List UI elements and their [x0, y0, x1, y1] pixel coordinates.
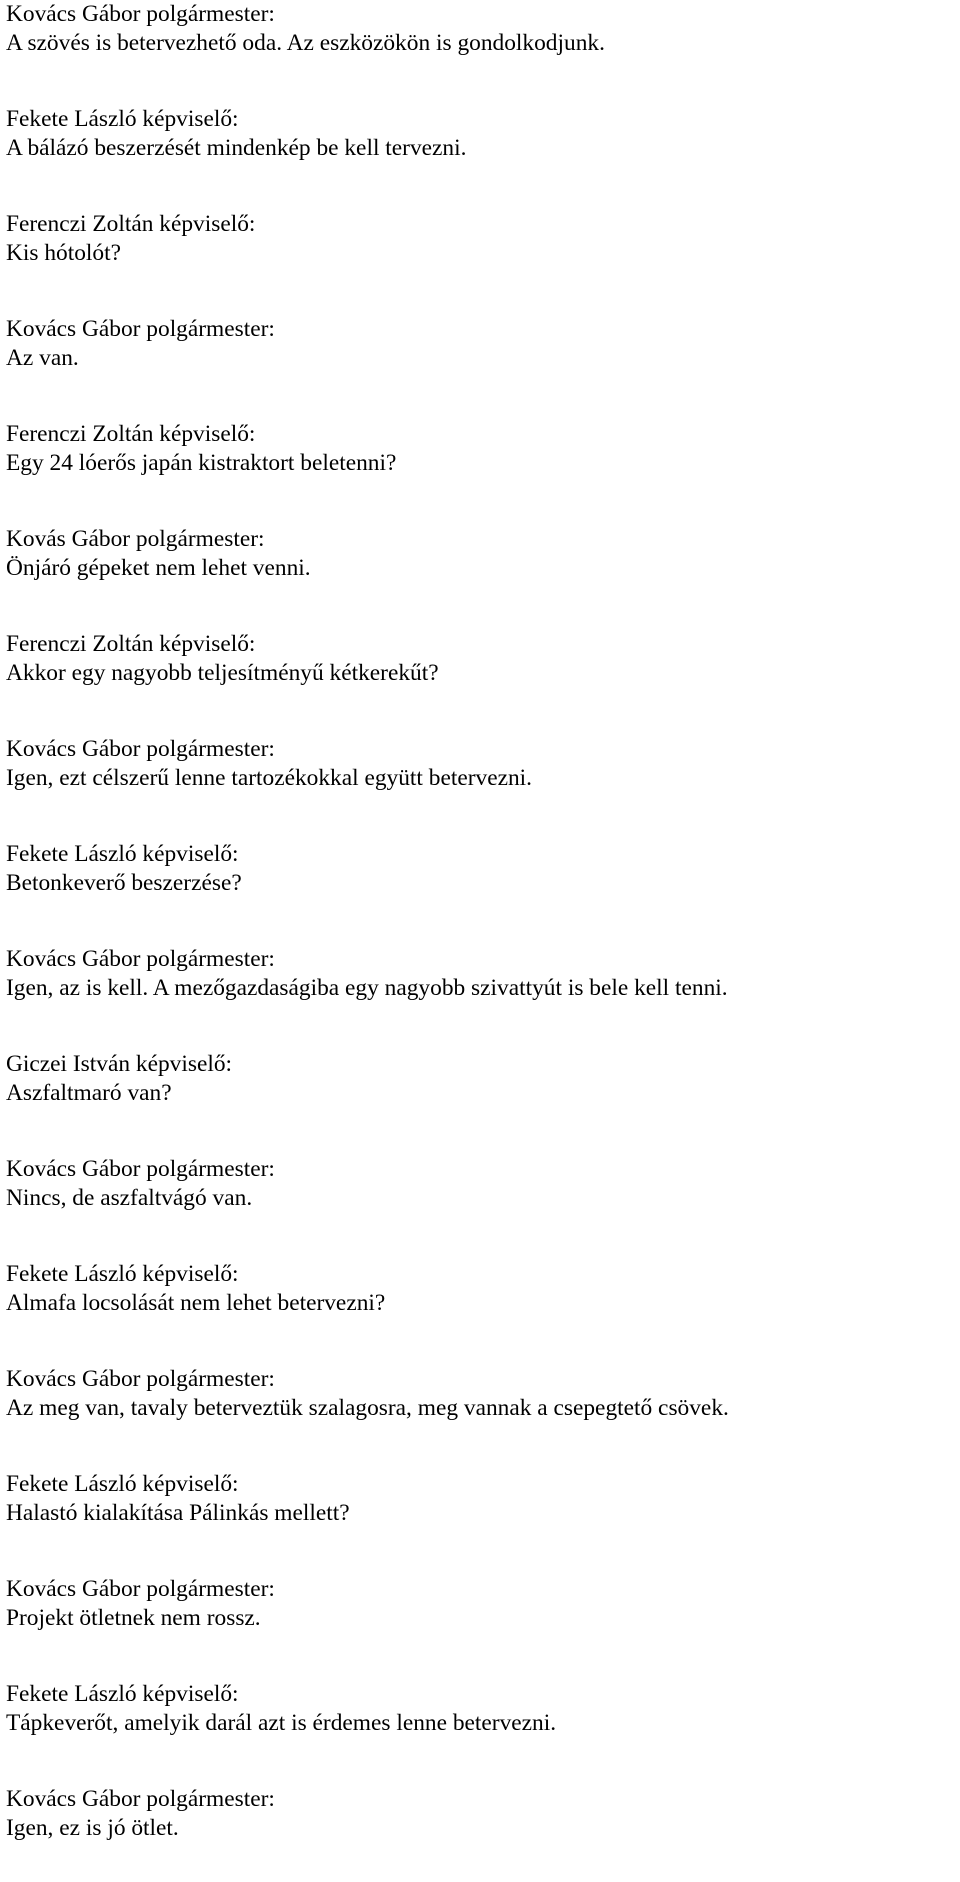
utterance-text: Az van. — [6, 345, 79, 371]
speaker-label: Kovás Gábor polgármester: — [6, 526, 265, 552]
utterance-text: Egy 24 lóerős japán kistraktort beletenni? — [6, 450, 397, 476]
transcript-entry — [6, 1470, 956, 1528]
transcript-entry — [6, 0, 956, 58]
utterance-text: Tápkeverőt, amelyik darál azt is érdemes lenne betervezni. — [6, 1710, 557, 1736]
utterance-text: Halastó kialakítása Pálinkás mellett? — [6, 1500, 350, 1526]
speaker-label: Fekete László képviselő: — [6, 1261, 239, 1287]
utterance-text: Igen, ez is jó ötlet. — [6, 1815, 179, 1841]
transcript-entry — [6, 1680, 956, 1738]
speaker-label: Fekete László képviselő: — [6, 1681, 239, 1707]
utterance-text: Az meg van, tavaly beterveztük szalagosra, meg vannak a csepegtető csövek. — [6, 1395, 729, 1421]
transcript-entry — [6, 420, 956, 478]
utterance-text: Igen, az is kell. A mezőgazdaságiba egy nagyobb szivattyút is bele kell tenni. — [6, 975, 728, 1001]
utterance-text: Önjáró gépeket nem lehet venni. — [6, 555, 311, 581]
speaker-label: Ferenczi Zoltán képviselő: — [6, 211, 256, 237]
speaker-label: Kovács Gábor polgármester: — [6, 1366, 275, 1392]
speaker-label: Kovács Gábor polgármester: — [6, 946, 275, 972]
speaker-label: Kovács Gábor polgármester: — [6, 1786, 275, 1812]
transcript-entry — [6, 945, 956, 1003]
utterance-text: Aszfaltmaró van? — [6, 1080, 172, 1106]
speaker-label: Ferenczi Zoltán képviselő: — [6, 631, 256, 657]
transcript-entry — [6, 105, 956, 163]
speaker-label: Kovács Gábor polgármester: — [6, 1156, 275, 1182]
utterance-text: A szövés is betervezhető oda. Az eszközökön is gondolkodjunk. — [6, 30, 605, 56]
utterance-text: Akkor egy nagyobb teljesítményű kétkerekűt? — [6, 660, 439, 686]
transcript-entry — [6, 210, 956, 268]
transcript-page — [6, 0, 956, 1843]
speaker-label: Fekete László képviselő: — [6, 106, 239, 132]
transcript-entry — [6, 1575, 956, 1633]
transcript-entry — [6, 1260, 956, 1318]
utterance-text: Nincs, de aszfaltvágó van. — [6, 1185, 253, 1211]
speaker-label: Giczei István képviselő: — [6, 1051, 233, 1077]
speaker-label: Kovács Gábor polgármester: — [6, 1576, 275, 1602]
speaker-label: Kovács Gábor polgármester: — [6, 316, 275, 342]
transcript-entry — [6, 1365, 956, 1423]
transcript-entry — [6, 735, 956, 793]
utterance-text: Igen, ezt célszerű lenne tartozékokkal együtt betervezni. — [6, 765, 533, 791]
transcript-entry — [6, 525, 956, 583]
transcript-entry — [6, 1785, 956, 1843]
transcript-entry — [6, 315, 956, 373]
speaker-label: Fekete László képviselő: — [6, 841, 239, 867]
utterance-text: Almafa locsolását nem lehet betervezni? — [6, 1290, 386, 1316]
speaker-label: Kovács Gábor polgármester: — [6, 1, 275, 27]
transcript-entry — [6, 1050, 956, 1108]
transcript-entry — [6, 630, 956, 688]
utterance-text: A bálázó beszerzését mindenkép be kell tervezni. — [6, 135, 467, 161]
transcript-entry — [6, 840, 956, 898]
utterance-text: Projekt ötletnek nem rossz. — [6, 1605, 261, 1631]
utterance-text: Kis hótolót? — [6, 240, 122, 266]
utterance-text: Betonkeverő beszerzése? — [6, 870, 242, 896]
speaker-label: Kovács Gábor polgármester: — [6, 736, 275, 762]
speaker-label: Ferenczi Zoltán képviselő: — [6, 421, 256, 447]
transcript-entry — [6, 1155, 956, 1213]
speaker-label: Fekete László képviselő: — [6, 1471, 239, 1497]
